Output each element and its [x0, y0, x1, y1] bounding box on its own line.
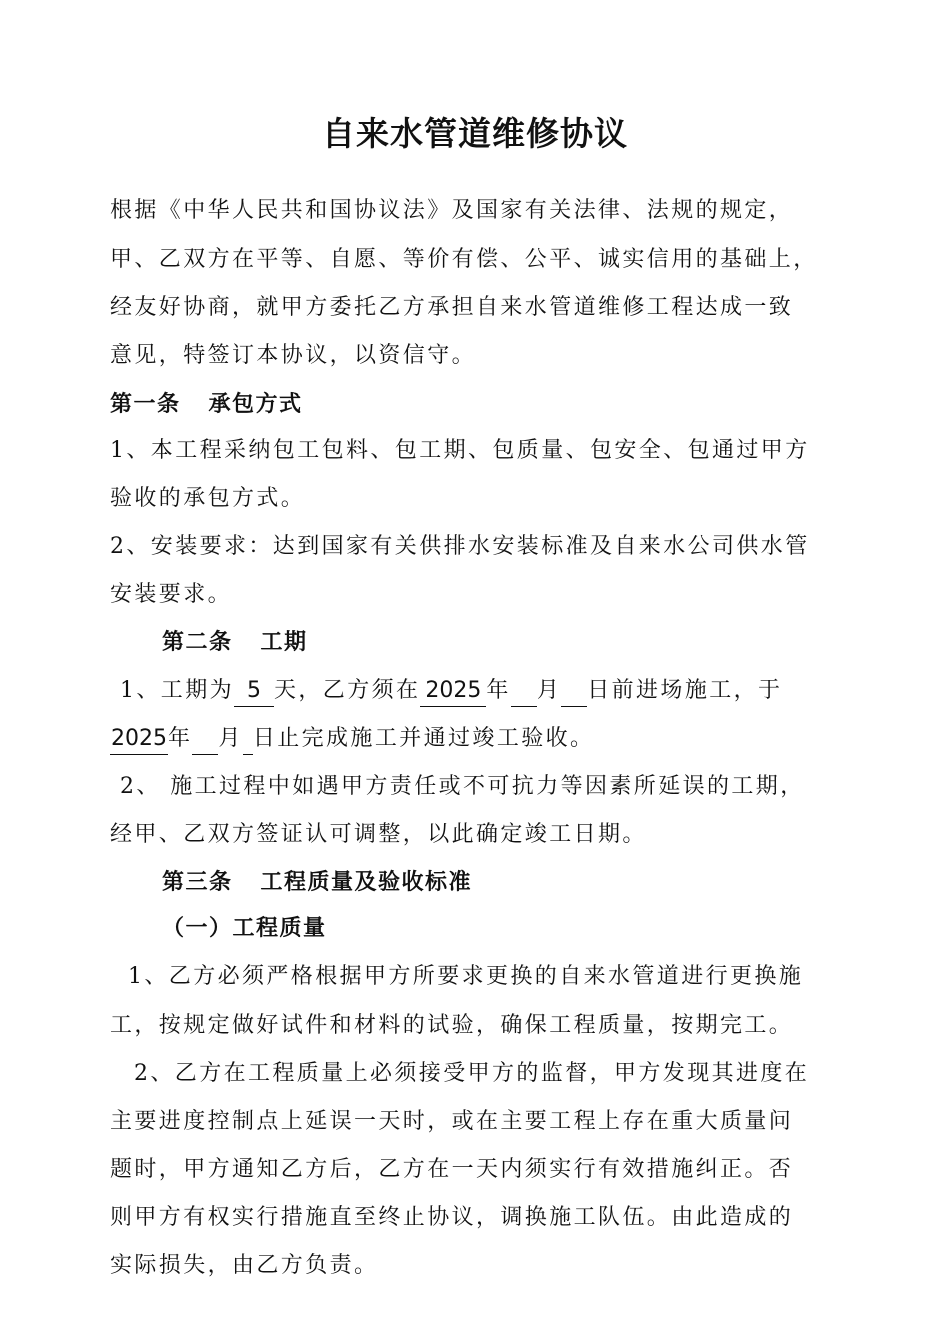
year-field: 2025	[110, 724, 168, 755]
article-1-heading	[110, 390, 303, 420]
article-2-clause-2: 2、 施工过程中如遇甲方责任或不可抗力等因素所延误的工期，	[120, 774, 805, 799]
article-3-clause-2: 2、乙方在工程质量上必须接受甲方的监督，甲方发现其进度在	[134, 1061, 810, 1086]
intro-line: 意见，特签订本协议，以资信守。	[110, 343, 477, 368]
article-2-clause-1-cont: 2025年 月 日止完成施工并通过竣工验收。	[110, 724, 594, 755]
intro-line: 甲、乙双方在平等、自愿、等价有偿、公平、诚实信用的基础上，	[110, 247, 818, 272]
intro-line: 根据《中华人民共和国协议法》及国家有关法律、法规的规定，	[110, 198, 794, 223]
article-3-clause-2-cont: 实际损失，由乙方负责。	[110, 1253, 379, 1278]
year-field: 2025	[420, 676, 486, 707]
document-title: 自来水管道维修协议	[322, 114, 628, 153]
intro-line: 经友好协商，就甲方委托乙方承担自来水管道维修工程达成一致	[110, 295, 794, 320]
days-field: 5	[234, 676, 274, 707]
article-2-heading	[162, 628, 308, 658]
article-3-clause-2-cont: 主要进度控制点上延误一天时，或在主要工程上存在重大质量问	[110, 1109, 794, 1134]
article-1-clause-2: 2、安装要求：达到国家有关供排水安装标准及自来水公司供水管	[110, 534, 810, 559]
month-blank	[192, 724, 218, 755]
article-2-number: 第二条	[162, 630, 233, 655]
article-1-clause-2-cont: 安装要求。	[110, 582, 233, 607]
article-3-subheading: （一）工程质量	[162, 916, 327, 941]
article-3-clause-2-cont: 题时，甲方通知乙方后，乙方在一天内须实行有效措施纠正。否	[110, 1157, 794, 1182]
month-blank	[511, 676, 537, 707]
article-3-clause-1: 1、乙方必须严格根据甲方所要求更换的自来水管道进行更换施	[128, 964, 804, 989]
article-2-clause-1: 1、工期为 5 天，乙方须在 2025 年 月 日前进场施工，于	[120, 676, 782, 707]
article-3-clause-2-cont: 则甲方有权实行措施直至终止协议，调换施工队伍。由此造成的	[110, 1205, 794, 1230]
article-3-clause-1-cont: 工，按规定做好试件和材料的试验，确保工程质量，按期完工。	[110, 1013, 794, 1038]
article-1-clause-1-cont: 验收的承包方式。	[110, 486, 306, 511]
article-1-clause-1: 1、本工程采纳包工包料、包工期、包质量、包安全、包通过甲方	[110, 438, 810, 463]
day-blank	[243, 724, 253, 755]
article-1-number: 第一条	[110, 392, 181, 417]
article-3-number: 第三条	[162, 870, 233, 895]
article-2-name: 工期	[260, 630, 308, 655]
article-1-name: 承包方式	[208, 392, 303, 417]
day-blank	[561, 676, 587, 707]
article-3-heading	[162, 868, 472, 898]
article-3-name: 工程质量及验收标准	[260, 870, 473, 895]
article-2-clause-2-cont: 经甲、乙双方签证认可调整，以此确定竣工日期。	[110, 822, 647, 847]
